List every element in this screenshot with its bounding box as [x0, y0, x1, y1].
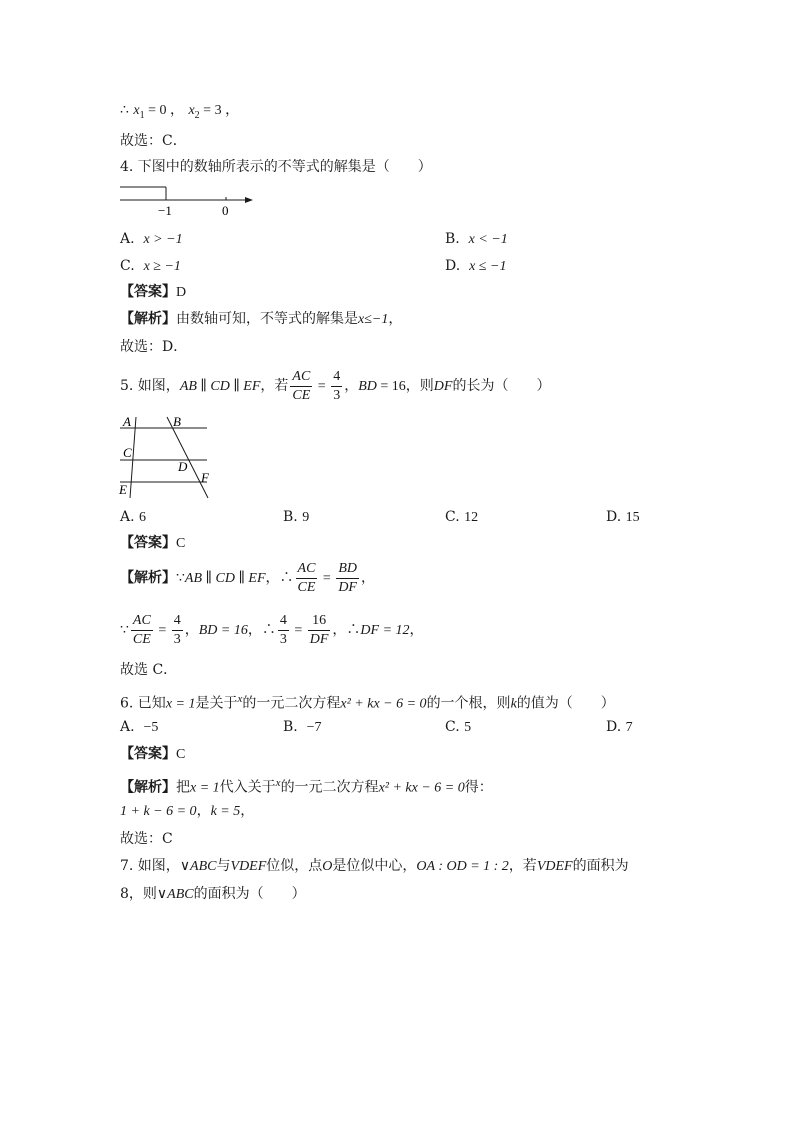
q4-number-line — [115, 183, 260, 221]
q6-stem-text: 的一元二次方程 — [242, 695, 341, 712]
q5-analysis-line1 — [120, 558, 375, 599]
q4-stem: 4. 下图中的数轴所表示的不等式的解集是（ ） — [120, 159, 432, 175]
q6-stem-text: 是关于 — [195, 695, 238, 712]
sep: ， — [196, 803, 211, 819]
analysis-text: 代入关于 — [219, 779, 276, 796]
therefore-sep: ，∴ — [265, 570, 294, 586]
analysis-tag: 【解析】 — [120, 311, 176, 327]
frac-num: 4 — [331, 368, 342, 387]
q4-answer — [120, 282, 186, 303]
q6-stem-text: 的一个根，则 — [426, 695, 511, 712]
analysis-tag: 【解析】 — [120, 779, 176, 796]
therefore-sep: ，∴ — [332, 622, 361, 638]
quadratic-eq: x² + kx − 6 = 0 — [340, 696, 427, 712]
q5-answer — [120, 533, 185, 554]
k-result: k = 5 — [210, 804, 241, 819]
frac-num: AC — [290, 368, 312, 387]
label-f: F — [201, 470, 209, 485]
q5-choice: 故选 C． — [120, 662, 178, 678]
fraction-bd-df — [336, 560, 359, 597]
label-c: C — [123, 445, 132, 460]
option-letter: A. — [120, 231, 135, 247]
substituted-eq: 1 + k − 6 = 0 — [120, 804, 197, 819]
q6-option-b — [283, 717, 322, 738]
q6-analysis-line2 — [120, 801, 254, 822]
option-value: 12 — [464, 510, 479, 525]
frac-den: 3 — [333, 387, 341, 403]
quadratic-eq: x² + kx − 6 = 0 — [378, 780, 465, 796]
q5-stem-text: ， — [344, 378, 359, 394]
equals: = — [290, 623, 306, 638]
therefore-sep: ，∴ — [247, 622, 276, 638]
end-comma: ， — [240, 803, 255, 819]
fraction-16-df — [308, 612, 331, 649]
q6-stem — [120, 689, 615, 715]
q5-analysis-line2 — [120, 610, 424, 651]
answer-value: C — [176, 747, 186, 762]
x-equals-1: x = 1 — [190, 780, 220, 796]
answer-tag: 【答案】 — [120, 535, 176, 551]
option-expr: x ≤ −1 — [469, 259, 507, 274]
triangle-abc: ∨ABC — [179, 859, 217, 874]
answer-tag: 【答案】 — [120, 746, 176, 762]
q4-option-c — [120, 256, 181, 277]
fraction-ac-ce — [131, 612, 153, 649]
label-b: B — [173, 414, 181, 429]
q6-choice: 故选：C — [120, 831, 173, 847]
equals: = — [314, 379, 330, 394]
q5-stem-text: ，若 — [260, 378, 289, 394]
fraction-ac-ce — [296, 560, 318, 597]
option-value: 5 — [464, 720, 472, 735]
option-value: 9 — [302, 510, 310, 525]
option-value: −7 — [306, 720, 322, 735]
option-value: 6 — [139, 510, 147, 525]
frac-num: 16 — [308, 612, 331, 631]
option-expr: x > −1 — [143, 232, 183, 247]
analysis-tag: 【解析】 — [120, 570, 176, 586]
q7-stem-line2 — [120, 884, 306, 905]
q7-text: 7. 如图， — [120, 858, 180, 874]
q5-option-d — [606, 507, 640, 528]
option-letter: B. — [283, 719, 298, 735]
q5-stem-text: 5. 如图， — [120, 378, 180, 394]
analysis-expr: x≤−1 — [358, 312, 389, 327]
option-letter: A. — [120, 509, 135, 525]
q5-fraction-4-3 — [331, 368, 342, 405]
option-letter: B. — [283, 509, 298, 525]
arrow-icon — [245, 197, 253, 203]
option-expr: x ≥ −1 — [143, 259, 181, 274]
frac-den: CE — [297, 579, 316, 595]
option-letter: D. — [606, 509, 622, 525]
label-a: A — [123, 414, 131, 429]
x2-var: x — [188, 103, 195, 118]
q5-parallel-lines-figure — [115, 412, 215, 502]
triangle-def: VDEF — [230, 859, 267, 874]
q5-option-c — [445, 507, 478, 528]
fraction-4-3 — [172, 612, 183, 649]
analysis-text: 的一元二次方程 — [280, 779, 379, 796]
frac-den: CE — [132, 631, 151, 647]
frac-num: 4 — [172, 612, 183, 631]
q7-stem-line1 — [120, 856, 629, 877]
bd-value: = 16 — [376, 379, 406, 394]
ratio-expr: OA : OD = 1 : 2 — [416, 859, 509, 874]
q6-stem-text: 的值为（ ） — [516, 695, 615, 712]
option-letter: D. — [445, 258, 461, 274]
axis-label-0: 0 — [222, 203, 229, 218]
frac-num: BD — [336, 560, 359, 579]
frac-num: AC — [131, 612, 153, 631]
analysis-text: 得： — [464, 779, 493, 796]
triangle-def: VDEF — [536, 859, 573, 874]
therefore-symbol: ∴ — [120, 102, 129, 118]
x1-value: = 0 ， — [144, 103, 184, 118]
q7-text: 的面积为（ ） — [193, 886, 306, 902]
q5-stem-text: ，则 — [405, 378, 434, 394]
q6-option-a — [120, 717, 158, 738]
frac-den: 3 — [279, 631, 287, 647]
sep: ， — [184, 622, 199, 638]
option-letter: D. — [606, 719, 622, 735]
fraction-4-3 — [278, 612, 289, 649]
because-symbol: ∵ — [120, 622, 129, 638]
point-o: O — [322, 859, 333, 874]
bd-expr: BD = 16 — [198, 623, 248, 638]
parallel-expr: AB ∥ CD ∥ EF — [184, 571, 266, 586]
end-comma: ， — [409, 622, 424, 638]
answer-value: C — [176, 536, 186, 551]
prev-roots-line — [120, 100, 239, 126]
option-value: 7 — [625, 720, 633, 735]
option-letter: B. — [445, 231, 460, 247]
label-d: D — [178, 459, 188, 474]
frac-num: 4 — [278, 612, 289, 631]
q5-option-b — [283, 507, 309, 528]
because-symbol: ∵ — [176, 570, 185, 586]
df-var: DF — [433, 379, 453, 394]
q6-analysis-line1 — [120, 773, 493, 799]
q6-option-c — [445, 717, 471, 738]
triangle-abc: ∨ABC — [156, 887, 194, 902]
q6-stem-text: 6. 已知 — [120, 695, 166, 712]
frac-den: CE — [292, 387, 311, 403]
x-var: x — [275, 777, 281, 789]
frac-den: 3 — [173, 631, 181, 647]
option-letter: C. — [120, 258, 135, 274]
analysis-text: 把 — [176, 779, 190, 796]
q7-text: 的面积为 — [572, 858, 629, 874]
bd-var: BD — [358, 379, 377, 394]
end-comma: ， — [360, 570, 375, 586]
q4-choice: 故选：D． — [120, 339, 188, 355]
equals: = — [319, 571, 335, 586]
q4-analysis — [120, 309, 402, 330]
frac-den: DF — [309, 631, 329, 647]
q6-option-d — [606, 717, 633, 738]
q5-stem-text: 的长为（ ） — [452, 378, 551, 394]
k-var: k — [510, 696, 517, 712]
option-expr: x < −1 — [468, 232, 508, 247]
q7-text: ，若 — [508, 858, 537, 874]
x2-sub: 2 — [194, 109, 200, 121]
x1-sub: 1 — [139, 109, 145, 121]
x2-value: = 3 ， — [199, 103, 240, 118]
answer-tag: 【答案】 — [120, 284, 176, 300]
x1-var: x — [133, 103, 140, 118]
label-e: E — [119, 482, 127, 497]
option-value: −5 — [143, 720, 159, 735]
q5-stem — [120, 366, 550, 407]
q6-answer — [120, 744, 185, 765]
q4-option-a — [120, 229, 183, 250]
q7-text: 位似，点 — [266, 858, 323, 874]
x-equals-1: x = 1 — [165, 696, 196, 712]
equals: = — [154, 623, 170, 638]
frac-den: DF — [338, 579, 357, 595]
df-result: DF = 12 — [360, 623, 410, 638]
prev-choice: 故选：C． — [120, 133, 187, 149]
option-letter: C. — [445, 719, 460, 735]
q4-option-d — [445, 256, 506, 277]
analysis-text: 由数轴可知，不等式的解集是 — [176, 311, 358, 327]
q7-text: 与 — [216, 858, 231, 874]
q7-text: 是位似中心， — [332, 858, 417, 874]
q4-option-b — [445, 229, 508, 250]
axis-label-neg1: −1 — [158, 203, 172, 218]
frac-num: AC — [296, 560, 318, 579]
answer-value: D — [176, 285, 187, 300]
q7-text: 8，则 — [120, 886, 157, 902]
analysis-end: ， — [388, 311, 403, 327]
x-var: x — [237, 693, 243, 705]
q5-option-a — [120, 507, 146, 528]
option-letter: C. — [445, 509, 460, 525]
option-value: 15 — [625, 510, 640, 525]
q5-fraction-ac-ce — [290, 368, 312, 405]
option-letter: A. — [120, 719, 135, 735]
q5-parallel: AB ∥ CD ∥ EF — [179, 379, 261, 394]
